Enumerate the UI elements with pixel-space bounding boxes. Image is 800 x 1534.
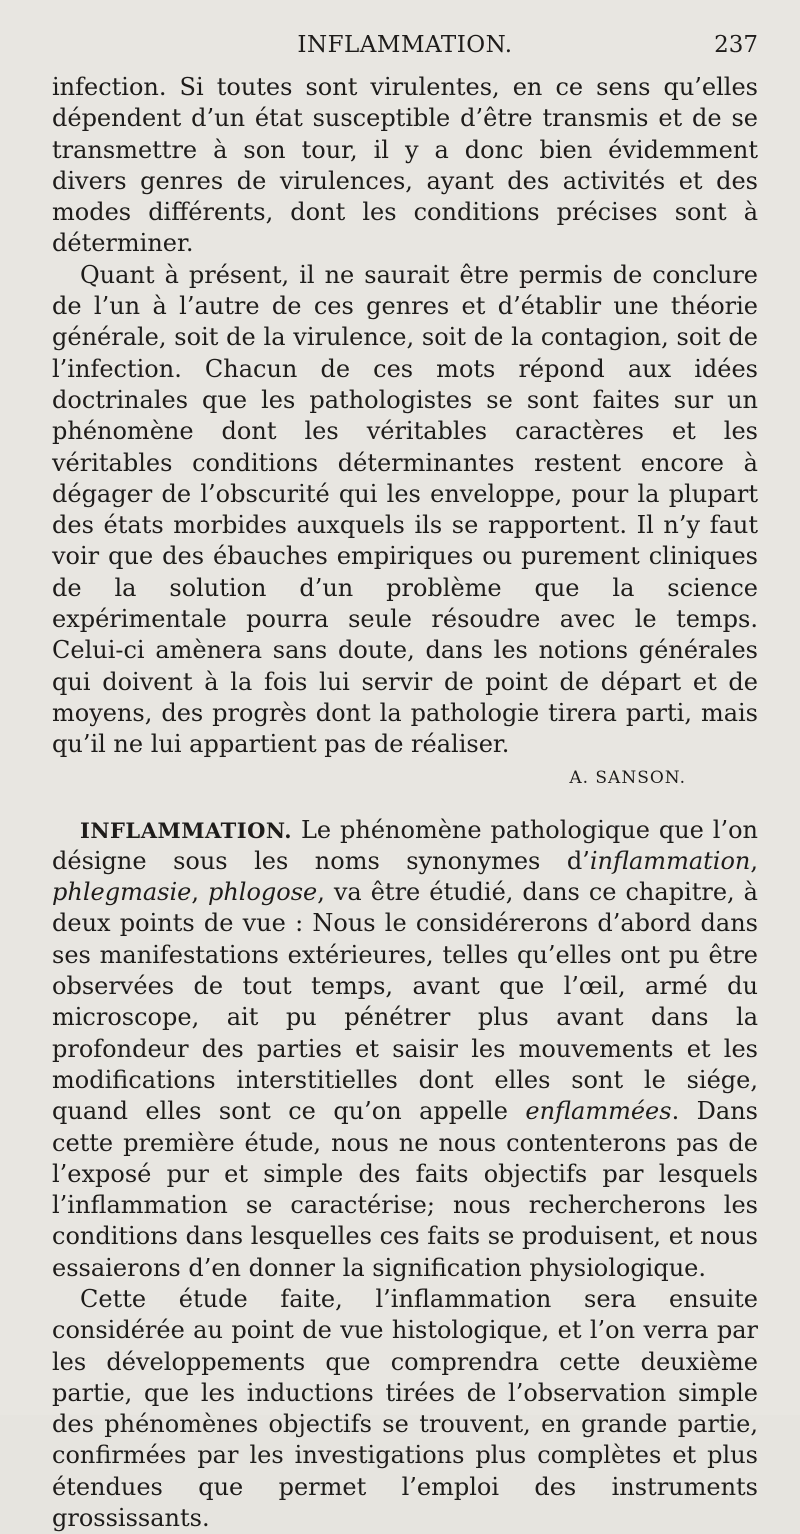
term-phlegmasie: phlegmasie	[52, 878, 192, 907]
running-head	[52, 32, 758, 72]
body-text	[52, 72, 758, 1534]
paragraph-inflammation-intro	[52, 815, 758, 1284]
headword: INFLAMMATION.	[80, 817, 293, 843]
text-run: , va être étudié, dans ce chapitre, à deux points de vue : Nous le considérerons d’abord dans ses manifestations extérieures, telles qu’elles ont pu être observées de tout temps, avant que l’œil, armé du microscope, ait pu pénétrer plus avant dans la profondeur des parties et saisir les mouvements et les modifications interstitielles dont elles sont le siége, quand elles sont ce qu’on appelle	[52, 878, 758, 1126]
article-separator	[52, 793, 758, 815]
text-run: . Dans cette première étude, nous ne nous contenterons pas de l’exposé pur et simple des faits objectifs par lesquels l’inflammation se caractérise; nous rechercherons les conditions dans lesquelles ces faits se produisent, et nous essaierons d’en donner la signification physiologique.	[52, 1097, 758, 1282]
text-run: ,	[191, 878, 208, 907]
running-title: INFLAMMATION.	[297, 32, 513, 58]
author-signature: A. SANSON.	[569, 767, 686, 788]
text-run: ,	[750, 846, 758, 875]
term-enflammees: enflammées	[525, 1097, 672, 1126]
page-number: 237	[714, 32, 758, 58]
paragraph-cette-etude: Cette étude faite, l’inflammation sera ensuite considérée au point de vue histologique, et l’on verra par les développements que comprendra cette deuxième partie, que les inductions tirées de l’observation simple des phénomènes objectifs se trouvent, en grande partie, confirmées par les investigations plus complètes et plus étendues que permet l’emploi des instruments grossissants.	[52, 1284, 758, 1533]
text-run: Le phénomène pathologique que l’on désigne sous les noms synonymes d’	[52, 815, 758, 875]
term-inflammation: inflammation	[589, 846, 751, 875]
term-phlogose: phlogose	[207, 878, 318, 907]
paragraph-quant-a-present: Quant à présent, il ne saurait être permis de conclure de l’un à l’autre de ces genres et d’établir une théorie générale, soit de la virulence, soit de la contagion, soit de l’infection. Chacun de ces mots répond aux idées doctrinales que les pathologistes se sont faites sur un phénomène dont les véritables caractères et les véritables conditions déterminantes restent encore à dégager de l’obscurité qui les enveloppe, pour la plupart des états morbides auxquels ils se rapportent. Il n’y faut voir que des ébauches empiriques ou purement cliniques de la solution d’un problème que la science expérimentale pourra seule résoudre avec le temps. Celui-ci amènera sans doute, dans les notions générales qui doivent à la fois lui servir de point de départ et de moyens, des progrès dont la pathologie tirera parti, mais qu’il ne lui appartient pas de réaliser.	[52, 260, 758, 759]
paragraph-continuation: infection. Si toutes sont virulentes, en ce sens qu’elles dépendent d’un état susceptible d’être transmis et de se transmettre à son tour, il y a donc bien évidemment divers genres de virulences, ayant des activités et des modes différents, dont les conditions précises sont à déterminer.	[52, 73, 758, 258]
